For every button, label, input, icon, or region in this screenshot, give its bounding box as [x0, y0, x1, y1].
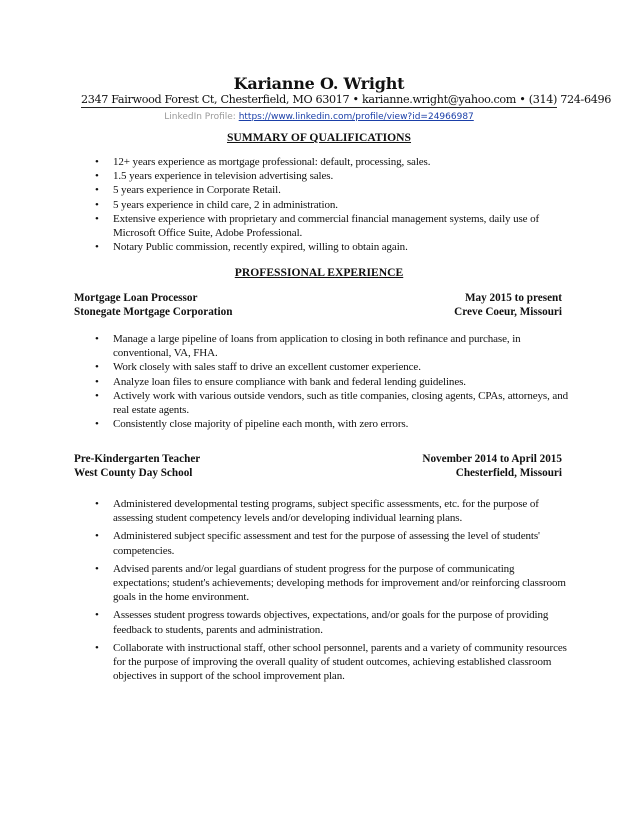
list-item: • Collaborate with instructional staff, other school personnel, parents and a variety of community resources for the purpose of improving the overall quality of student outcomes, achieving established classroom objectives in support of the school improvement plan. — [95, 641, 567, 683]
list-item: • Manage a large pipeline of loans from application to closing in both refinance and purchase, in conventional, VA, FHA. — [95, 333, 521, 360]
bullet-icon: • — [95, 641, 99, 654]
list-item: • Administered developmental testing programs, subject specific assessments, etc. for the purpose of assessing student competency levels and/or developing individual learning plans. — [95, 498, 539, 525]
contact-line: 2347 Fairwood Forest Ct, Chesterfield, MO 63017 • karianne.wright@yahoo.com • (314) 724-6496 — [81, 93, 612, 106]
bullet-icon: • — [95, 562, 99, 575]
job-company-row — [74, 467, 562, 479]
bullet-icon: • — [95, 170, 99, 183]
linkedin-link[interactable]: https://www.linkedin.com/profile/view?id=24966987 — [238, 112, 474, 122]
summary-list — [95, 155, 570, 254]
job-duties-list — [95, 497, 570, 683]
summary-heading: SUMMARY OF QUALIFICATIONS — [226, 131, 412, 144]
list-item: • 1.5 years experience in television advertising sales. — [95, 170, 334, 183]
list-item: • Consistently close majority of pipeline each month, with zero errors. — [95, 418, 409, 431]
list-item: • Notary Public commission, recently expired, willing to obtain again. — [95, 241, 408, 254]
bullet-icon: • — [95, 156, 99, 168]
list-item: • Work closely with sales staff to drive an excellent customer experience. — [95, 361, 421, 374]
job-location: Chesterfield, Missouri — [455, 467, 562, 479]
bullet-icon: • — [95, 498, 99, 510]
bullet-icon: • — [95, 609, 99, 622]
job-company: Stonegate Mortgage Corporation — [74, 306, 233, 318]
job-title: Pre-Kindergarten Teacher — [74, 453, 201, 465]
candidate-name: Karianne O. Wright — [233, 74, 405, 93]
bullet-icon: • — [95, 241, 99, 254]
bullet-icon: • — [95, 333, 99, 345]
bullet-icon: • — [95, 361, 99, 374]
bullet-icon: • — [95, 184, 99, 197]
list-item: • Actively work with various outside vendors, such as title companies, closing agents, CPAs, attorneys, and real estate agents. — [95, 389, 568, 417]
bullet-icon: • — [95, 389, 99, 402]
job-duties-list — [95, 332, 570, 431]
experience-heading: PROFESSIONAL EXPERIENCE — [234, 266, 404, 279]
job-location: Creve Coeur, Missouri — [454, 306, 562, 318]
linkedin-line — [0, 112, 638, 122]
bullet-icon: • — [95, 198, 99, 211]
job-dates: May 2015 to present — [464, 292, 562, 304]
bullet-icon: • — [95, 418, 99, 431]
list-item: • Advised parents and/or legal guardians of student progress for the purpose of communicating expectations; student's achievements; developing methods for improvement and/or reinforcing classroom goals in the home environment. — [95, 562, 566, 604]
job-company: West County Day School — [74, 467, 193, 479]
list-item: • 12+ years experience as mortgage professional: default, processing, sales. — [95, 156, 431, 168]
linkedin-label: LinkedIn Profile: — [164, 112, 236, 122]
bullet-icon: • — [95, 530, 99, 543]
job-dates: November 2014 to April 2015 — [422, 453, 562, 465]
list-item: • 5 years experience in child care, 2 in administration. — [95, 198, 338, 211]
job-title: Mortgage Loan Processor — [74, 292, 198, 304]
list-item: • 5 years experience in Corporate Retail. — [95, 184, 281, 197]
job-title-row — [74, 453, 562, 465]
job-company-row — [74, 306, 562, 318]
list-item: • Analyze loan files to ensure compliance with bank and federal lending guidelines. — [95, 375, 466, 388]
job-title-row — [74, 292, 562, 304]
bullet-icon: • — [95, 375, 99, 388]
list-item: • Extensive experience with proprietary and commercial financial management systems, daily use of Microsoft Office Suite, Adobe Professional. — [95, 212, 540, 240]
bullet-icon: • — [95, 212, 99, 225]
list-item: • Assesses student progress towards objectives, expectations, and/or goals for the purpose of providing feedback to students, parents and administration. — [95, 609, 549, 636]
list-item: • Administered subject specific assessment and test for the purpose of assessing the level of students' competencies. — [95, 530, 540, 557]
